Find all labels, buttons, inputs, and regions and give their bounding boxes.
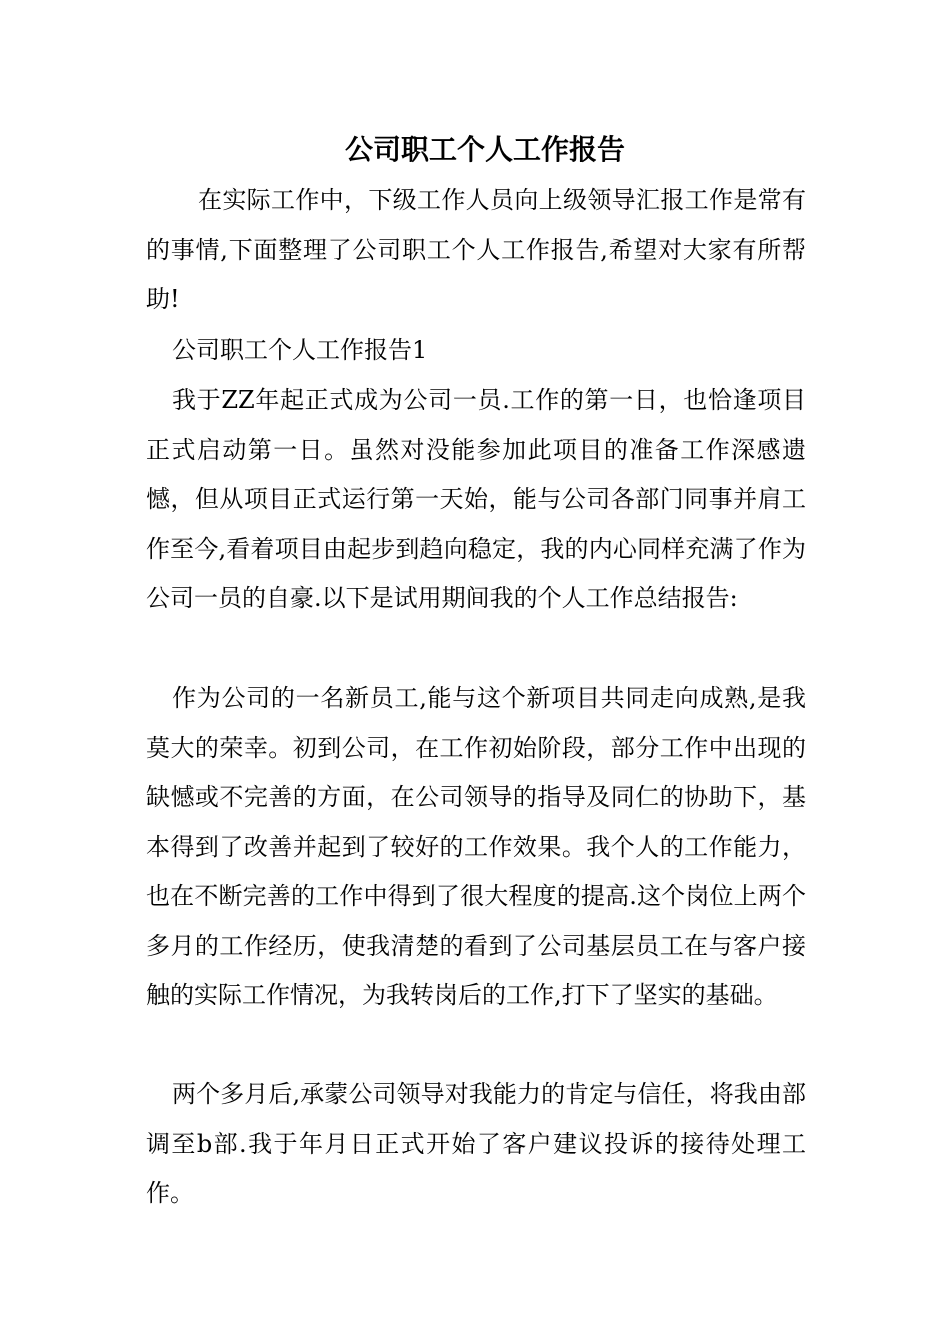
body-paragraph: 两个多月后,承蒙公司领导对我能力的肯定与信任，将我由部调至b部.我于年月日正式开始了客户建议投诉的接待处理工作。 [146,1080,806,1207]
section-heading: 公司职工个人工作报告1 [172,336,428,364]
body-paragraph: 作为公司的一名新员工,能与这个新项目共同走向成熟,是我莫大的荣幸。初到公司，在工作初始阶段，部分工作中出现的缺憾或不完善的方面，在公司领导的指导及同仁的协助下，基本得到了改善并起到了较好的工作效果。我个人的工作能力，也在不断完善的工作中得到了很大程度的提高.这个岗位上两个多月的工作经历，使我清楚的看到了公司基层员工在与客户接触的实际工作情况，为我转岗后的工作,打下了坚实的基础。 [146,684,806,1009]
document-title: 公司职工个人工作报告 [344,133,625,166]
intro-paragraph: 在实际工作中，下级工作人员向上级领导汇报工作是常有的事情,下面整理了公司职工个人工作报告,希望对大家有所帮助! [146,186,806,313]
body-paragraph: 我于ZZ年起正式成为公司一员.工作的第一日，也恰逢项目正式启动第一日。虽然对没能参加此项目的准备工作深感遗憾，但从项目正式运行第一天始，能与公司各部门同事并肩工作至今,看着项目由起步到趋向稳定，我的内心同样充满了作为公司一员的自豪.以下是试用期间我的个人工作总结报告: [146,386,806,612]
